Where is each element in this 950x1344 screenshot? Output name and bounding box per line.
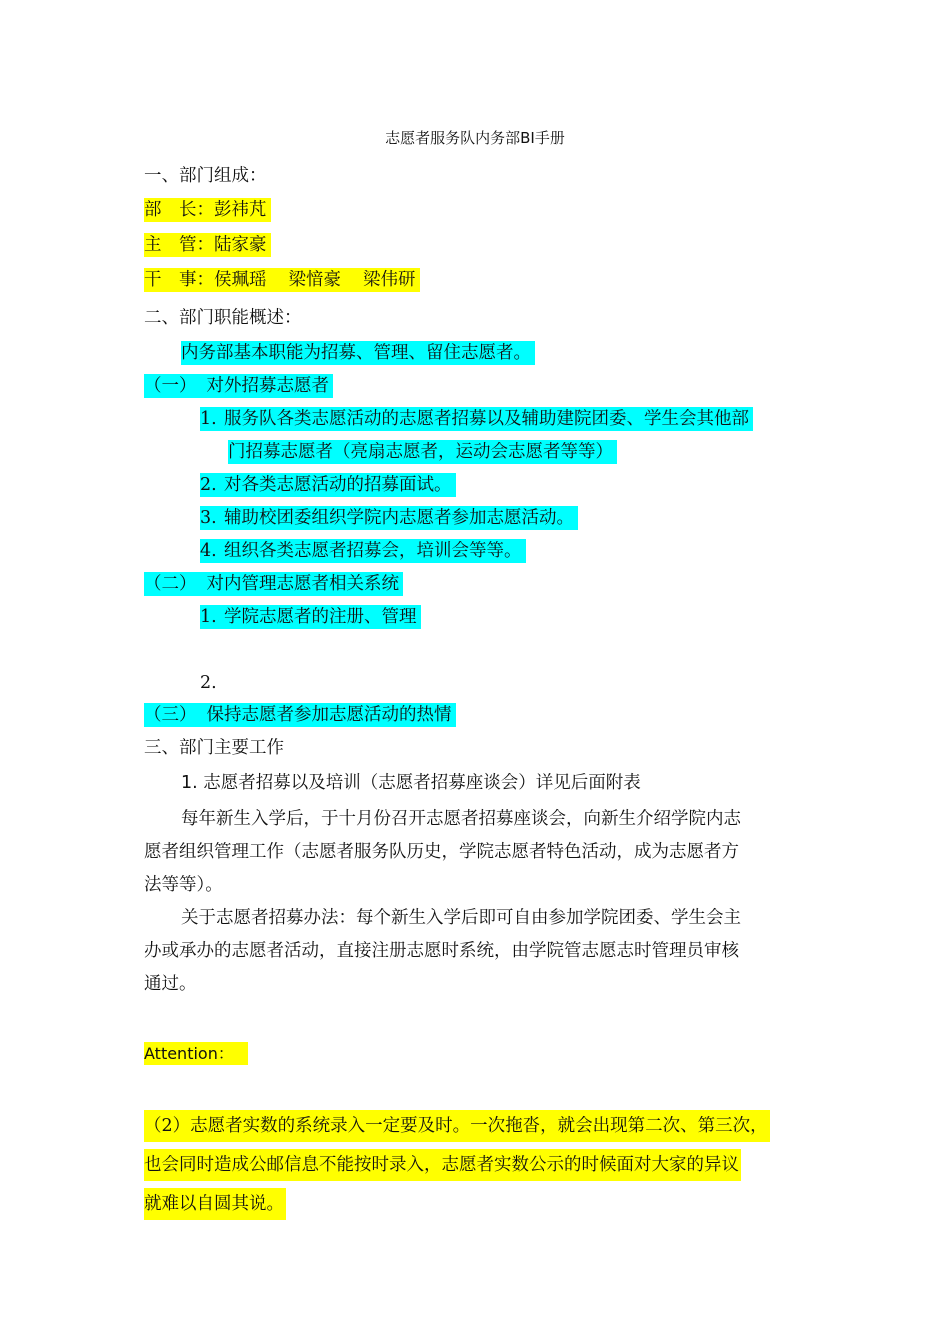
- paragraph-line: 关于志愿者招募办法：每个新生入学后即可自由参加学院团委、学生会主: [181, 908, 741, 928]
- list-number: 1.: [200, 607, 217, 627]
- subsection-title: 对内管理志愿者相关系统: [206, 574, 399, 594]
- attention-line: [144, 1114, 770, 1138]
- work-item-number: 1.: [181, 773, 198, 793]
- list-item: [200, 506, 578, 530]
- staff-highlight: [144, 268, 420, 292]
- supervisor-label: 主 管：: [144, 235, 214, 255]
- list-item: [200, 539, 526, 563]
- list-number: 3.: [200, 508, 217, 528]
- supervisor-highlight: [144, 233, 271, 257]
- subsection-number: （一）: [144, 376, 197, 396]
- list-number: 2.: [200, 475, 217, 495]
- work-item: [181, 771, 641, 795]
- attention-line: [144, 1153, 741, 1177]
- subsection-highlight: [144, 374, 333, 398]
- list-item-highlight: [200, 605, 421, 629]
- attention-text: 也会同时造成公邮信息不能按时录入，志愿者实数公示的时候面对大家的异议: [144, 1149, 741, 1181]
- department-head-name: 彭祎芃: [214, 200, 267, 220]
- paragraph-line: 通过。: [144, 974, 197, 994]
- department-head-highlight: [144, 198, 271, 222]
- document-title: 志愿者服务队内务部BI手册: [385, 129, 565, 147]
- list-number: 2.: [200, 673, 217, 693]
- list-item-text: 学院志愿者的注册、管理: [224, 607, 417, 627]
- subsection-highlight: [144, 572, 403, 596]
- attention-text: 就难以自圆其说。: [144, 1188, 286, 1220]
- paragraph-line: 法等等）。: [144, 875, 223, 895]
- subsection-number: （二）: [144, 574, 197, 594]
- list-item-highlight: [200, 473, 456, 497]
- summary-line: [181, 341, 535, 365]
- list-item: [200, 407, 753, 431]
- list-item-text: 服务队各类志愿活动的志愿者招募以及辅助建院团委、学生会其他部: [224, 409, 749, 429]
- subsection-title: 保持志愿者参加志愿活动的热情: [206, 705, 452, 725]
- work-item-text: 志愿者招募以及培训（志愿者招募座谈会）详见后面附表: [203, 773, 641, 793]
- list-number: 4.: [200, 541, 217, 561]
- list-number: 1.: [200, 409, 217, 429]
- subsection-heading: [144, 703, 456, 727]
- subsection-heading: [144, 374, 333, 398]
- list-item: [200, 605, 421, 629]
- attention-line: [144, 1192, 286, 1216]
- subsection-highlight: [144, 703, 456, 727]
- staff-member: 梁愔豪: [288, 270, 341, 290]
- section-heading: 二、部门职能概述：: [144, 308, 302, 328]
- subsection-number: （三）: [144, 705, 197, 725]
- attention-label: Attention：: [144, 1042, 248, 1065]
- paragraph-line: 愿者组织管理工作（志愿者服务队历史，学院志愿者特色活动，成为志愿者方: [144, 842, 739, 862]
- attention-text: （2）志愿者实数的系统录入一定要及时。一次拖沓，就会出现第二次、第三次，: [144, 1110, 770, 1142]
- section-heading: 一、部门组成：: [144, 166, 267, 186]
- list-item-highlight: [200, 539, 526, 563]
- list-item-text: 组织各类志愿者招募会，培训会等等。: [224, 541, 522, 561]
- staff-line: [144, 268, 420, 292]
- staff-member: 侯珮瑶: [214, 270, 267, 290]
- subsection-heading: [144, 572, 403, 596]
- department-head-label: 部 长：: [144, 200, 214, 220]
- list-item-highlight: [200, 407, 753, 431]
- list-item-text: 辅助校团委组织学院内志愿者参加志愿活动。: [224, 508, 574, 528]
- staff-member: 梁伟研: [363, 270, 416, 290]
- list-item-text: 门招募志愿者（亮扇志愿者，运动会志愿者等等）: [228, 440, 617, 464]
- section-heading: 三、部门主要工作: [144, 738, 284, 758]
- attention-label-line: [144, 1042, 248, 1066]
- supervisor-line: [144, 233, 271, 257]
- list-item-continuation: [228, 440, 617, 464]
- summary-text: 内务部基本职能为招募、管理、留住志愿者。: [181, 341, 535, 365]
- paragraph-line: 办或承办的志愿者活动，直接注册志愿时系统，由学院管志愿志时管理员审核: [144, 941, 739, 961]
- supervisor-name: 陆家豪: [214, 235, 267, 255]
- subsection-title: 对外招募志愿者: [206, 376, 329, 396]
- list-item: [200, 671, 224, 695]
- list-item: [200, 473, 456, 497]
- list-item-highlight: [200, 506, 578, 530]
- department-head-line: [144, 198, 271, 222]
- paragraph-line: 每年新生入学后，于十月份召开志愿者招募座谈会，向新生介绍学院内志: [181, 809, 741, 829]
- list-item-text: 对各类志愿活动的招募面试。: [224, 475, 452, 495]
- staff-label: 干 事：: [144, 270, 214, 290]
